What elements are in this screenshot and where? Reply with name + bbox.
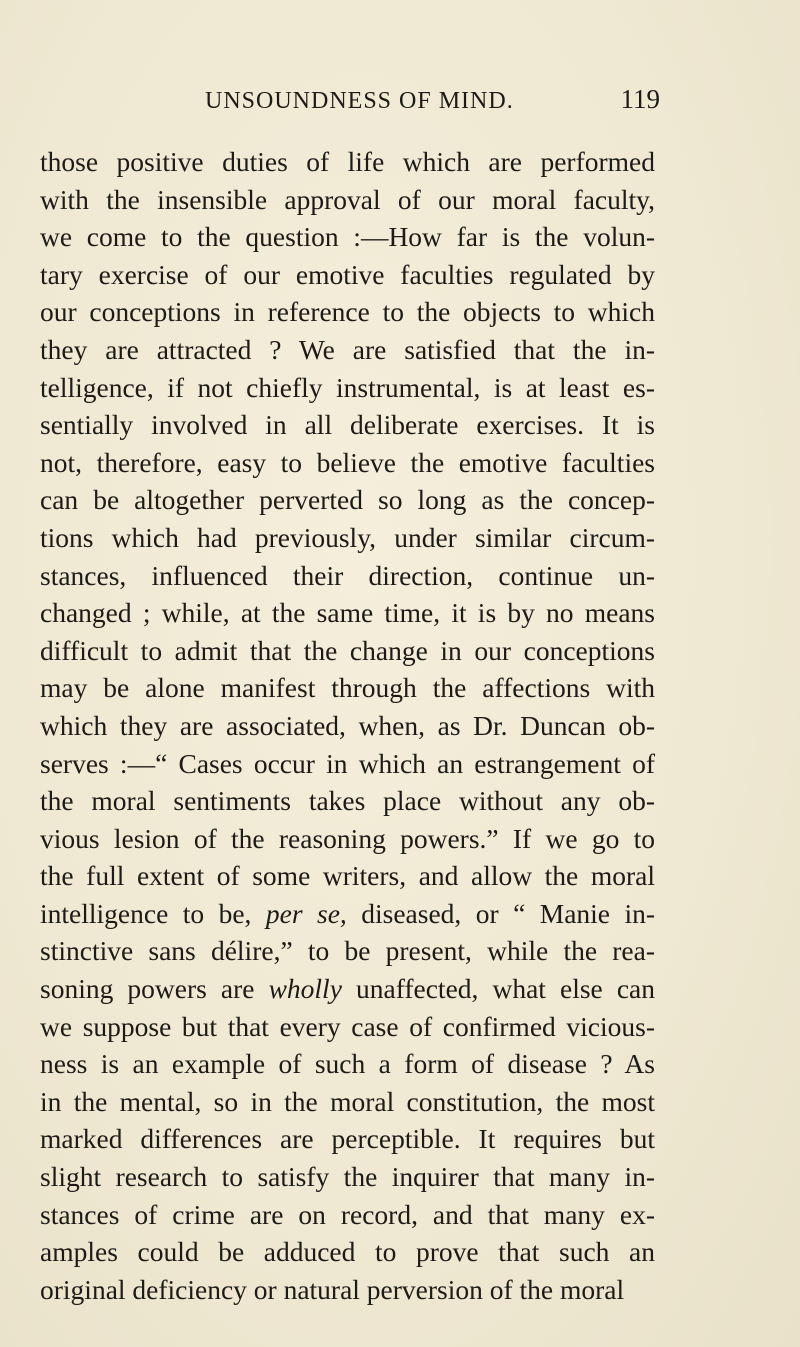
text-line: in the mental, so in the moral constitution, the most <box>40 1085 655 1117</box>
page-number: 119 <box>620 84 660 114</box>
text-line: the full extent of some writers, and allow the moral <box>40 860 655 892</box>
text-segment: diseased, or “ Manie in- <box>346 897 656 929</box>
text-line: ness is an example of such a form of disease ? As <box>40 1048 655 1080</box>
text-line: not, therefore, easy to believe the emotive faculties <box>40 446 655 478</box>
text-line: stinctive sans délire,” to be present, while the rea- <box>40 935 655 967</box>
text-line: original deficiency or natural perversion of the moral <box>40 1273 625 1305</box>
text-segment: intelligence to be, <box>40 897 252 929</box>
text-line: we come to the question :—How far is the volun- <box>40 221 655 253</box>
text-line: which they are associated, when, as Dr. Duncan ob- <box>40 709 655 741</box>
text-line: we suppose but that every case of confirmed vicious- <box>40 1010 655 1042</box>
text-line: may be alone manifest through the affections with <box>40 672 655 704</box>
text-line-mixed <box>40 970 655 1008</box>
text-line: stances, influenced their direction, continue un- <box>40 559 655 591</box>
text-line: tary exercise of our emotive faculties regulated by <box>40 258 655 290</box>
text-line: difficult to admit that the change in our conceptions <box>40 634 655 666</box>
text-line: vious lesion of the reasoning powers.” If we go to <box>40 822 655 854</box>
text-line: with the insensible approval of our moral faculty, <box>40 183 655 215</box>
text-line: slight research to satisfy the inquirer that many in- <box>40 1161 655 1193</box>
text-line: those positive duties of life which are performed <box>40 146 655 177</box>
text-line: stances of crime are on record, and that many ex- <box>40 1198 655 1230</box>
text-line-mixed <box>40 895 655 933</box>
text-line: marked differences are perceptible. It requires but <box>40 1123 655 1155</box>
italic-phrase: per se, <box>265 897 347 929</box>
text-line: telligence, if not chiefly instrumental, is at least es- <box>40 371 655 403</box>
text-line: serves :—“ Cases occur in which an estrangement of <box>40 747 655 779</box>
body-text <box>40 143 655 1308</box>
text-line: amples could be adduced to prove that such an <box>40 1236 655 1268</box>
running-title: UNSOUNDNESS OF MIND. <box>205 88 514 114</box>
italic-phrase: wholly <box>268 973 342 1005</box>
text-line: they are attracted ? We are satisfied that the in- <box>40 333 655 365</box>
text-line: sentially involved in all deliberate exercises. It is <box>40 409 655 441</box>
text-segment: unaffected, what else can <box>341 973 656 1005</box>
text-line: changed ; while, at the same time, it is by no means <box>40 597 655 629</box>
page-header <box>205 84 660 118</box>
text-line: tions which had previously, under similar circum- <box>40 521 655 553</box>
text-segment: soning powers are <box>40 973 255 1005</box>
text-line: the moral sentiments takes place without any ob- <box>40 785 655 817</box>
text-line: can be altogether perverted so long as the concep- <box>40 484 655 516</box>
text-line: our conceptions in reference to the objects to which <box>40 296 655 328</box>
